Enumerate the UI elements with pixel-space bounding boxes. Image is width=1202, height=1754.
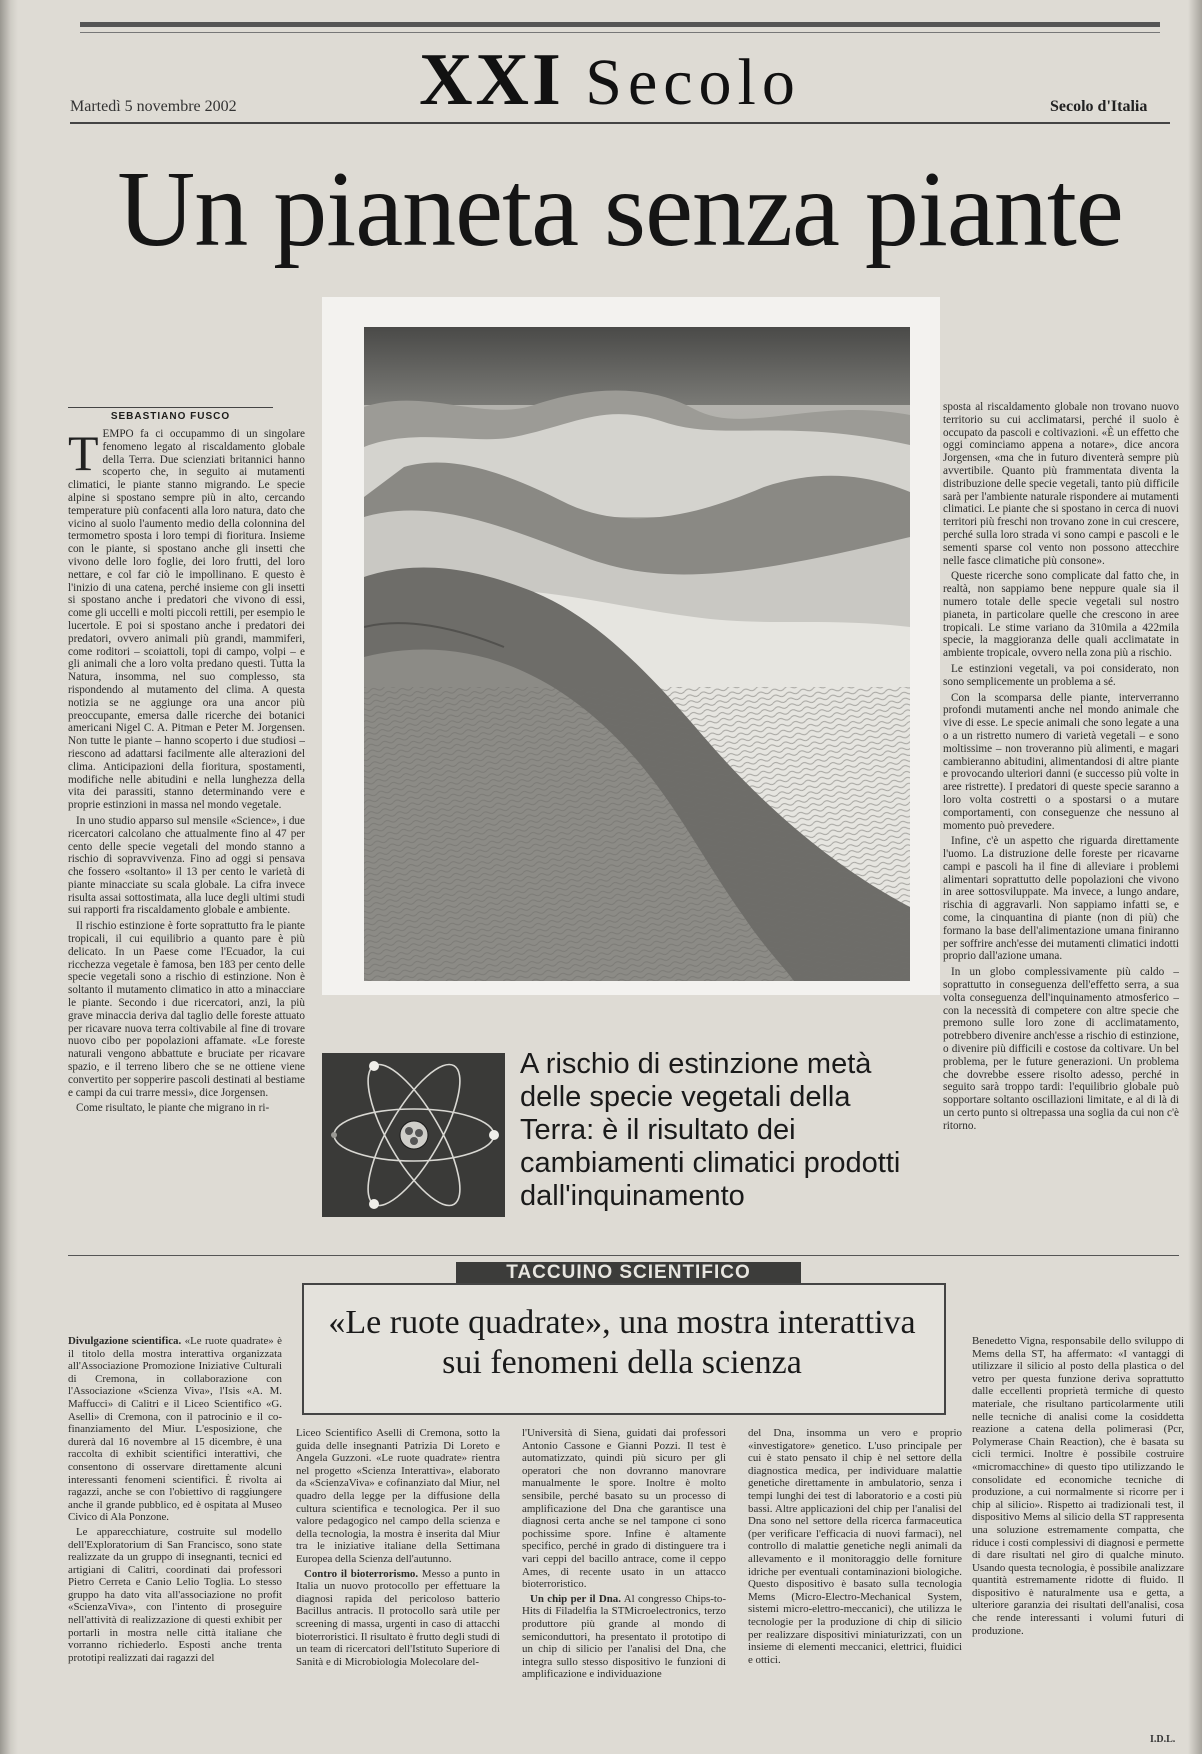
note-text: Le apparecchiature, costruite sul modello dell'Exploratorium di San Francisco, sono state realizzate da un gruppo di insegnanti, tecnici ed artigiani di Calitri, coordinati dai professori Pietro Cerreta e Canio Lelio Toglia. Lo stesso gruppo ha dato vita all'associazione no profit «ScienzaViva», con l'intento di proseguire nell'attività di realizzazione di questi exhibit per portarli in mostra nelle città italiane che vorranno richiederlo. Esposti anche trenta prototipi realizzati dai ragazzi del [68,1525,282,1664]
note-label: Un chip per il Dna. [530,1592,621,1605]
taccuino-column-4 [748,1427,962,1742]
article-paragraph: Infine, c'è un aspetto che riguarda direttamente l'uomo. La distruzione delle foreste per ricavarne campi e pascoli ha il fine di alleviare i problemi alimentari soprattutto delle popolazioni che vivono in aree sottosviluppate. Ma invece, a lungo andare, rischia di aggravarli. Non sappiamo infatti se, e come, la cinquantina di piante (non di più) che formano la base dell'alimentazione umana finiranno per soffrire anch'esse dei mutamenti climatici indotti proprio dall'azione umana. [943,835,1179,963]
scan-edge-shadow [1188,0,1202,1754]
desert-dunes-photo [364,327,910,981]
section-tag: TACCUINO SCIENTIFICO [456,1262,801,1283]
taccuino-column-2 [296,1427,500,1742]
article-paragraph: In un globo complessivamente più caldo – soprattutto in conseguenza dell'effetto serra, a sua volta conseguenza dell'inquinamento atmosferico – con la necessità di competere con altre specie che premono sulle loro zone di acclimatamento, potrebbero divenire anch'esse a rischio di estinzione, o divenire più difficili e costose da coltivare. Un bel problema, per le future generazioni. Un problema che dovrebbe essere risolto adesso, perché in seguito sarà troppo tardi: l'equilibrio globale può sopportare soltanto oscillazioni limitate, e al di là di un certo punto si oltrepassa una soglia da cui non c'è ritorno. [943,966,1179,1132]
masthead-word: Secolo [585,46,801,119]
top-rule [80,22,1160,27]
article-paragraph: In uno studio apparso sul mensile «Science», i due ricercatori calcolano che attualmente fino al 47 per cento delle specie vegetali del mondo stanno a rischio di sopravvivenza. Fino ad oggi si pensava che fossero «soltanto» il 13 per cento le varietà di piante minacciate su scala globale. La cifra invece risulta assai sottostimata, alla luce degli ultimi studi sui rapporti fra riscaldamento globale e ambiente. [68,814,305,917]
pullquote: A rischio di estinzione metà delle specie vegetali della Terra: è il risultato dei cambiamenti climatici prodotti dall'inquinamento [520,1048,901,1212]
scan-spine-shadow [0,0,18,1754]
headline: Un pianeta senza piante [117,150,1123,269]
dropcap: T [68,428,99,481]
byline: SEBASTIANO FUSCO [110,411,231,422]
dateline: Martedì 5 novembre 2002 [70,98,237,115]
masthead-roman: XXI [419,39,564,121]
article-paragraph: Come risultato, le piante che migrano in ri- [76,1102,270,1115]
note-label: Contro il bioterrorismo. [304,1567,419,1580]
taccuino-column-5 [972,1335,1184,1742]
note-text: Benedetto Vigna, responsabile dello sviluppo di Mems della ST, ha affermato: «I vantaggi di utilizzare il silicio al posto della plastica o del vetro per questa funzione deriva soprattutto dalle eccellenti proprietà termiche di questo materiale, che risultano particolarmente utili nelle tecniche di analisi come la cosiddetta reazione a catena della polimerasi (Pcr, Polymerase Chain Reaction), che è basata su cicli termici. Inoltre è possibile costruire «micromacchine» di questo tipo utilizzando le consolidate ed economiche tecniche di produzione, a cui normalmente si ricorre per i chip al silicio». Rispetto ai tradizionali test, il dispositivo Mems al silicio della ST rappresenta una soluzione estremamente compatta, che riduce i costi complessivi di diagnosi e permette di dare risultati nel giro di qualche minuto. Usando questa tecnologia, è possibile analizzare quantità estremamente ridotte di fluido. Il dispositivo è naturalmente usa e getta, a ulteriore garanzia dei risultati dell'analisi, cosa che rende interessanti i volumi futuri di produzione. [972,1335,1184,1637]
masthead-rule [70,122,1170,124]
page-reference: I.D.L. [1150,1734,1176,1745]
note-label: Divulgazione scientifica. [68,1335,182,1347]
taccuino-column-1 [68,1335,282,1742]
article-column-right [943,401,1179,1225]
note-text: del Dna, insomma un vero e proprio «investigatore» genetico. L'uso principale per cui è stato pensato il chip è nel settore della diagnostica medica, per individuare malattie genetiche direttamente in ambulatorio, senza i tempi lunghi dei test di laboratorio e a costi più bassi. Altre applicazioni del chip per l'analisi del Dna sono nel settore della ricerca farmaceutica (per verificare l'efficacia di nuovi farmaci), nel controllo di malattie genetiche negli animali da allevamento e il monitoraggio delle forniture idriche per eventuali contaminazioni biologiche. Questo dispositivo è basato sulla tecnologia Mems (Micro-Electro-Mechanical System, sistemi micro-elettro-meccanici), che utilizza le tecnologie per la produzione di chip di silicio per realizzare dispositivi miniaturizzati, con un insieme di elementi meccanici, elettrici, fluidici e ottici. [748,1427,962,1666]
article-paragraph: Il rischio estinzione è forte soprattutto fra le piante tropicali, il cui equilibrio a quanto pare è più delicato. In un Paese come l'Ecuador, la cui ricchezza vegetale è famosa, ben 183 per cento delle specie vegetali sono a rischio di estinzione. Non è soltanto il mutamento climatico in atto a minacciare le piante. Secondo i due ricercatori, anzi, la più grave minaccia deriva dal taglio delle foreste attuato per ricavare nuova terra coltivabile al fine di trovare nuovo cibo per popolazioni affamate. «Le foreste naturali vengono abbattute e bruciate per ricavare spazio, e il terreno libero che se ne ottiene viene convertito per sopperire pascoli destinati al bestiame e campi da cui trarre messi», dice Jorgensen. [68,920,305,1099]
top-rule-thin [80,32,1160,33]
note-text: Messo a punto in Italia un nuovo protocollo per effettuare la diagnosi rapida del pericoloso batterio Bacillus antracis. Il protocollo sarà utile per screening di massa, urgenti in caso di attacchi bioterroristici. Il risultato è frutto degli studi di un team di ricercatori dell'Istituto Superiore di Sanità e di Microbiologia Molecolare del- [296,1567,500,1668]
paper-name: Secolo d'Italia [1050,98,1148,115]
atom-illustration [322,1053,505,1217]
note-text: Al congresso Chips-to-Hits di Filadelfia la STMicroelectronics, terzo produttore più grande al mondo di semiconduttori, ha presentato il prototipo di un chip di silicio per l'analisi del Dna, che integra sullo stesso dispositivo le funzioni di amplificazione e individuazione [522,1592,726,1681]
article-paragraph: sposta al riscaldamento globale non trovano nuovo territorio su cui acclimatarsi, perché il suolo è occupato da pascoli e coltivazioni. «È un effetto che oggi cominciamo appena a notare», dice ancora Jorgensen, «ma che in futuro diventerà sempre più avvertibile. Quanto più frammentata diventa la distribuzione delle specie vegetali, tanto più difficile sarà per l'ambiente naturale rispondere ai mutamenti climatici. Le piante che si spostano in cerca di nuovi territori più freschi non trovano zone in cui crescere, perché sulla loro strada vi sono campi e pascoli e le sementi sparse col vento non possono attecchire nelle fasce climatiche più consone». [943,401,1179,567]
article-paragraph: EMPO fa ci occupammo di un singolare fenomeno legato al riscaldamento globale della Terra. Due scienziati britannici hanno scoperto che, in seguito ai mutamenti climatici, le piante stanno migrando. Le specie alpine si spostano sempre più in alto, cercando temperature più confacenti alla loro natura, dato che vicino al suolo l'aumento medio della colonnina del termometro sposta i loro tempi di fioritura. Insieme con le piante, si spostano anche gli insetti che vivono delle loro foglie, dei loro frutti, del loro nettare, e col far ciò le impollinano. E questo è l'inizio di una catena, perché insieme con gli insetti si spostano anche i predatori che vivono di essi, come gli uccelli e molti piccoli rettili, per esempio le lucertole. E poi si spostano anche i predatori dei predatori, ovvero animali più grandi, mammiferi, come roditori – scoiattoli, topi di campo, volpi – e gli animali che a loro volta predano questi. Tutta la Natura, insomma, nel suo complesso, sta rispondendo al mutamento del clima. A questa notizia se ne aggiunge ora una ancor più preoccupante, emersa dalle ricerche dei botanici americani Nigel C. A. Pitman e Peter M. Jorgensen. Non tutte le piante – hanno scoperto i due studiosi – riescono ad adattarsi facilmente alle alterazioni del clima. Anticipazioni della fioritura, spostamenti, modifiche nelle abitudini e nella lunghezza della vita dei parassiti, stanno determinando vere e proprie estinzioni in massa nel mondo vegetale. [68,428,305,812]
article-column-left [68,428,305,1225]
article-paragraph: Con la scomparsa delle piante, interverranno profondi mutamenti anche nel mondo animale che vive di esse. Le specie animali che sono legate a una o a un ristretto numero di varietà vegetali – e sono moltissime – non troveranno più alimenti, e magari cambieranno abitudini, alimentandosi di altre piante e provocando ulteriori danni (e successo più volte in aree ristrette). I predatori di queste specie saranno a loro volta costretti o a spostarsi o a mutare comportamenti, con conseguenze che nessuno al momento può prevedere. [943,691,1179,832]
byline-rule [68,407,273,408]
note-text: Liceo Scientifico Aselli di Cremona, sotto la guida delle insegnanti Patrizia Di Loreto e Angela Guzzoni. «Le ruote quadrate» rientra nel progetto «Scienza Interattiva», elaborato da «ScienzaViva» e cofinanziato dal Miur, nel quadro della legge per la diffusione della cultura scientifica e tecnologica. Per il suo valore pedagogico nel campo della scienza e della tecnologia, la mostra è inserita dal Miur tra le iniziative italiane della Settimana Europea della Scienza dell'autunno. [296,1427,500,1565]
note-text: l'Università di Siena, guidati dai professori Antonio Cassone e Gianni Pozzi. Il test è automatizzato, quindi più sicuro per gli operatori che non dovranno manovrare manualmente le spore. Inoltre è molto sensibile, perché basato su un processo di amplificazione del Dna che garantisce una diagnosi certa anche se nel tampone ci sono pochissime spore. Infine è altamente specifico, perché in grado di distinguere tra i vari ceppi del bacillo antrace, come il ceppo Ames, di recente usato in un attacco bioterroristico. [522,1427,726,1591]
article-paragraph: Le estinzioni vegetali, va poi considerato, non sono semplicemente un problema a sé. [943,662,1179,688]
masthead [380,40,840,120]
section-rule [68,1255,1179,1256]
article-paragraph: Queste ricerche sono complicate dal fatto che, in realtà, non sappiamo bene neppure quale sia il numero totale delle specie vegetali sul nostro pianeta, in particolare quelle che crescono in aree tropicali. Le stime variano da 310mila a 422mila specie, la maggioranza delle quali acclimatate in ambiente tropicale, ovvero nella zona più a rischio. [943,570,1179,660]
feature-title: «Le ruote quadrate», una mostra interattiva sui fenomeni della scienza [328,1304,916,1381]
taccuino-column-3 [522,1427,726,1742]
note-text: «Le ruote quadrate» è il titolo della mostra interattiva organizzata all'Associazione Promozione Iniziative Culturali di Cremona, in collaborazione con l'Associazione «Scienza Viva», l'Isis «A. M. Maffucci» di Calitri e il Liceo Scientifico «G. Aselli» di Cremona, con il patrocinio e il co-finanziamento del Miur. L'esposizione, che durerà dal 16 novembre al 15 dicembre, è una raccolta di exhibit scientifici interattivi, che consentono di osservare direttamente alcuni interessanti fenomeni scientifici. È rivolta ai ragazzi, anche se con l'obiettivo di raggiungere anche il grande pubblico, ed è ospitata al Museo Civico di Ala Ponzone. [68,1335,282,1524]
